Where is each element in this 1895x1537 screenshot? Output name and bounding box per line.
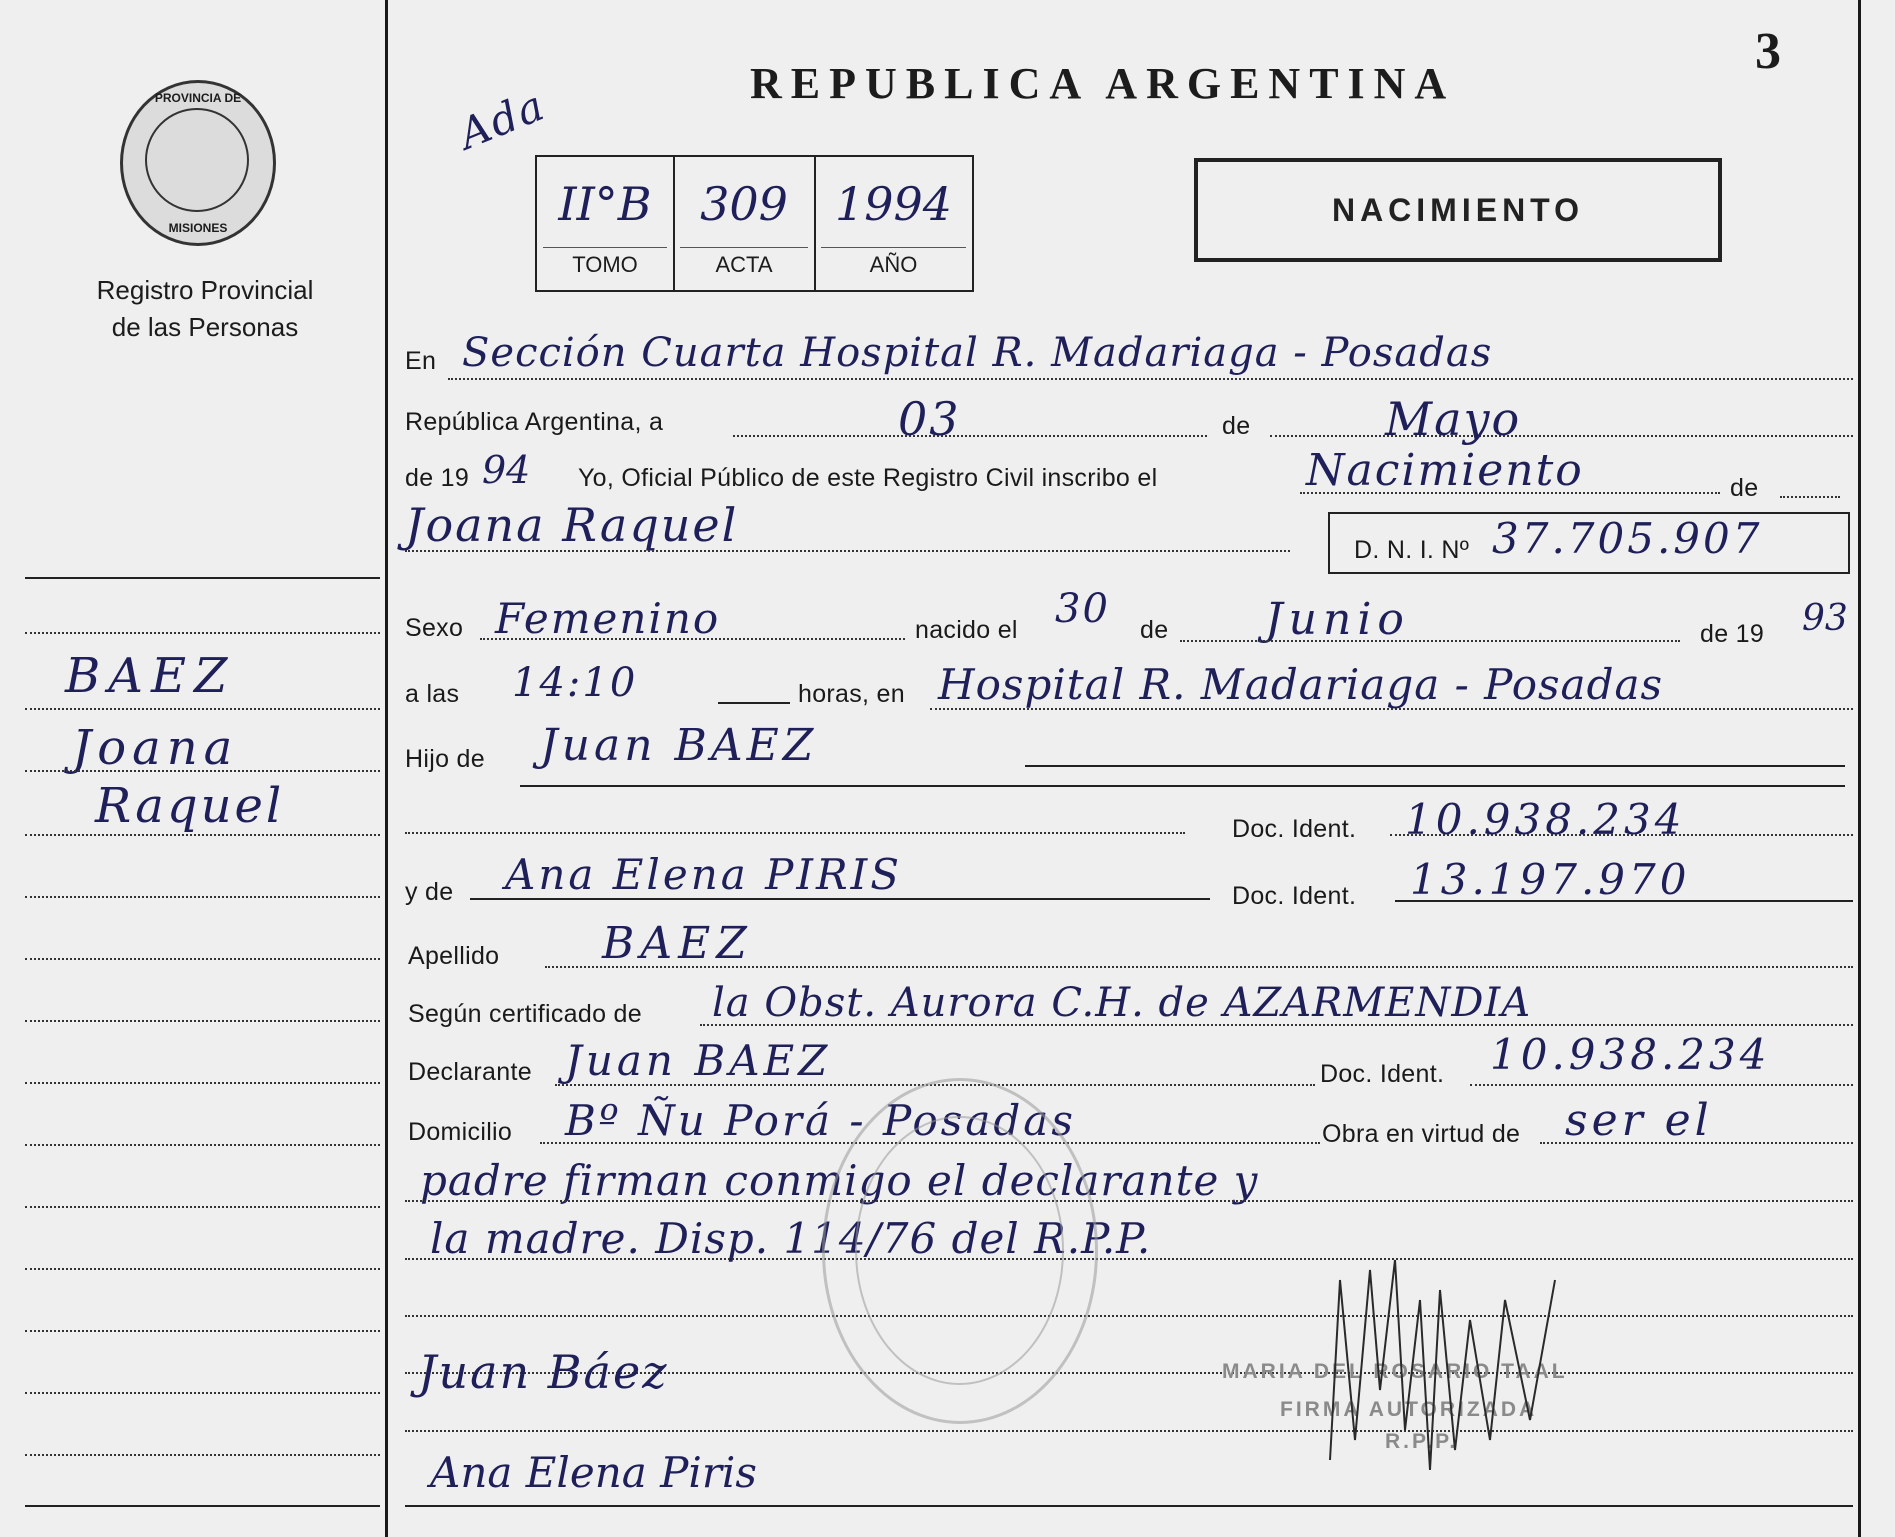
dni-value: 37.705.907 [1492,514,1763,563]
declarante-doc-line [1470,1084,1853,1086]
record-type-box [1194,158,1722,262]
margin-rule-4 [25,834,380,836]
birth-year: 93 [1802,598,1848,639]
sexo-line [480,638,905,640]
de-label-2: de [1730,474,1759,502]
margin-rule-1 [25,632,380,634]
margin-rule-13 [25,1392,380,1394]
en-value: Sección Cuarta Hospital R. Madariaga - Posadas [462,330,1493,376]
stamp-official-title: FIRMA AUTORIZADA [1280,1398,1538,1421]
official-round-stamp [822,1078,1098,1424]
certificado-line [700,1024,1853,1026]
de-line-2 [1780,496,1840,498]
acta-value: 309 [700,177,788,231]
father-extra-line [405,832,1185,834]
de-label-1: de [1222,412,1251,440]
mother-value: Ana Elena PIRIS [505,850,902,899]
record-type-label: NACIMIENTO [1331,192,1585,228]
anio-value: 1994 [834,177,953,231]
apellido-value: BAEZ [602,918,753,969]
margin-rule-10 [25,1206,380,1208]
record-number-box [535,155,974,292]
anio-underline [821,247,966,248]
margin-bottom-rule [25,1505,380,1507]
father-doc-label: Doc. Ident. [1232,815,1357,843]
anio-label: AÑO [869,252,918,277]
mother-signature: Ana Elena Piris [430,1448,757,1497]
margin-surname: BAEZ [65,648,236,704]
birth-year-prefix: de 19 [1700,620,1765,648]
declarante-doc-label: Doc. Ident. [1320,1060,1445,1088]
name-value: Joana Raquel [405,498,739,552]
mother-doc-label: Doc. Ident. [1232,882,1357,910]
day-line [733,435,1207,437]
oficial-text: Yo, Oficial Público de este Registro Civil inscribo el [578,464,1158,492]
place-line [930,708,1853,710]
hour-line [718,702,790,704]
note-line-2: la madre. Disp. 114/76 del R.P.P. [430,1214,1152,1263]
acta-underline [680,247,808,248]
declarante-label: Declarante [408,1058,532,1086]
hour-value: 14:10 [512,660,638,706]
year-value: 94 [482,448,531,492]
apellido-line [545,966,1853,968]
en-line [448,378,1853,380]
domicilio-value: Bº Ñu Porá - Posadas [565,1096,1076,1145]
note-line-1: padre firman conmigo el declarante y [420,1156,1259,1205]
declarante-value: Juan BAEZ [565,1036,832,1085]
document-title: REPUBLICA ARGENTINA [750,59,1456,108]
official-signature-scribble [1320,1240,1580,1480]
margin-given-1: Joana [72,720,239,776]
day-value: 03 [898,392,961,446]
inscribo-value: Nacimiento [1306,445,1584,496]
father-value: Juan BAEZ [540,720,818,771]
margin-rule-7 [25,1020,380,1022]
mother-doc-value: 13.197.970 [1410,855,1691,904]
horas-label: horas, en [798,680,905,708]
birth-de-label: de [1140,616,1169,644]
margin-rule-12 [25,1330,380,1332]
official-round-stamp-inner [855,1116,1064,1385]
acta-cell [674,157,816,290]
right-edge-line [1858,0,1861,1537]
month-value: Mayo [1385,392,1522,446]
margin-rule-9 [25,1144,380,1146]
registry-name [40,272,370,346]
tomo-underline [543,247,667,248]
page-bottom-rule [405,1505,1853,1507]
margin-rule-5 [25,896,380,898]
stamp-official-name: MARIA DEL ROSARIO TAAL [1222,1360,1568,1383]
en-label: En [405,347,437,375]
place-value: Hospital R. Madariaga - Posadas [938,660,1664,709]
registry-name-line1: Registro Provincial [96,275,314,305]
dni-label: D. N. I. Nº [1354,536,1470,564]
note-rule-3 [405,1315,1853,1317]
father-doc-line [1390,834,1853,836]
father-signature: Juan Báez [418,1345,669,1399]
birth-day: 30 [1055,586,1110,632]
father-line-2 [520,785,1845,787]
page-number: 3 [1755,23,1781,80]
note-rule-2 [405,1258,1853,1260]
nacido-label: nacido el [915,616,1018,644]
margin-rule-3 [25,770,380,772]
tomo-cell [537,157,675,290]
republica-label: República Argentina, a [405,408,664,436]
alas-label: a las [405,680,460,708]
domicilio-label: Domicilio [408,1118,513,1146]
margin-rule-8 [25,1082,380,1084]
mother-line [470,898,1210,900]
seal-bottom-text: MISIONES [168,221,228,235]
month-line [1270,435,1853,437]
obra-value: ser el [1565,1095,1713,1146]
margin-rule-14 [25,1454,380,1456]
margin-rule-6 [25,958,380,960]
father-line [1025,765,1845,767]
certificado-value: la Obst. Aurora C.H. de AZARMENDIA [712,980,1532,1026]
birth-month-line [1180,640,1680,642]
apellido-label: Apellido [408,942,500,970]
seal-top-text: PROVINCIA DE [154,91,242,105]
declarante-doc-value: 10.938.234 [1490,1030,1771,1079]
handwritten-note: Ada [452,80,553,159]
anio-cell [815,157,972,290]
note-rule-1 [405,1200,1853,1202]
mother-doc-line [1395,900,1853,902]
sexo-label: Sexo [405,614,464,642]
seal-inner-ring [145,108,249,212]
tomo-label: TOMO [572,252,638,277]
obra-label: Obra en virtud de [1322,1120,1521,1148]
father-doc-value: 10.938.234 [1405,795,1686,844]
name-line [405,550,1290,552]
tomo-value: II°B [558,177,652,231]
dni-box [1328,512,1850,574]
margin-top-rule [25,577,380,579]
year-prefix: de 19 [405,464,470,492]
acta-label: ACTA [715,252,773,277]
inscribo-line [1300,492,1720,494]
hijo-label: Hijo de [405,745,485,773]
margin-rule-11 [25,1268,380,1270]
registry-seal-icon [120,80,276,246]
note-rule-5 [405,1430,1853,1432]
registry-name-line2: de las Personas [111,312,299,342]
birth-month: Junio [1265,594,1410,645]
yde-label: y de [405,878,454,906]
sexo-value: Femenino [495,594,721,643]
margin-given-2: Raquel [95,778,285,834]
margin-rule-2 [25,708,380,710]
stamp-official-office: R.P.P. [1385,1430,1459,1453]
obra-line [1540,1142,1853,1144]
left-margin-divider [385,0,388,1537]
certificado-label: Según certificado de [408,1000,642,1028]
